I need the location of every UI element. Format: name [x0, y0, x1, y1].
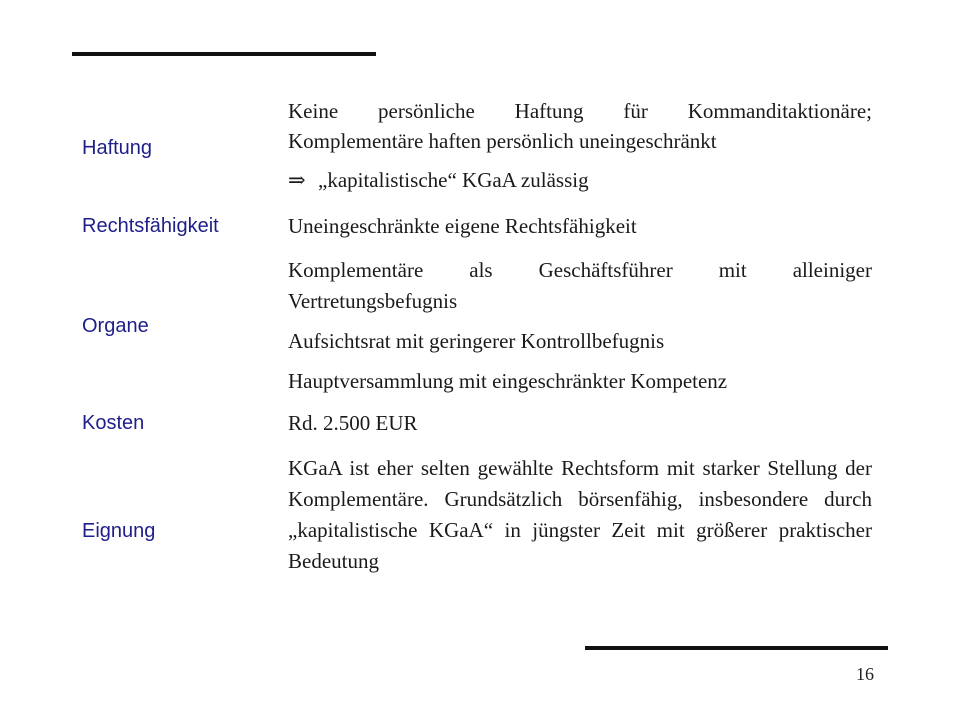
implies-arrow-icon: ⇒: [288, 168, 306, 192]
organe-item: Aufsichtsrat mit geringerer Kontrollbefugnis: [288, 329, 665, 353]
kosten-text: Rd. 2.500 EUR: [288, 411, 418, 435]
label-rechtsfaehigkeit: Rechtsfähigkeit: [82, 215, 219, 237]
label-eignung: Eignung: [82, 520, 156, 542]
haftung-consequence: [288, 166, 872, 194]
bottom-divider: [585, 646, 888, 650]
top-divider: [72, 52, 376, 56]
organe-item: Hauptversammlung mit eingeschränkter Kompetenz: [288, 369, 728, 393]
haftung-text: Keine persönliche Haftung für Kommanditaktionäre; Komplementäre haften persönlich uneingeschränkt: [288, 99, 872, 153]
label-haftung: Haftung: [82, 137, 153, 159]
page-number: 16: [856, 664, 874, 684]
label-organe: Organe: [82, 315, 149, 337]
label-kosten: Kosten: [82, 412, 145, 434]
eignung-text: KGaA ist eher selten gewählte Rechtsform mit starker Stellung der Komplementäre. Grundsätzlich börsenfähig, insbesondere durch „kapitalistische KGaA“ in jüngster Zeit mit größerer praktischer Bedeutung: [288, 456, 872, 573]
organe-item: Komplementäre als Geschäftsführer mit alleiniger Vertretungsbefugnis: [288, 258, 872, 313]
haftung-consequence-text: „kapitalistische“ KGaA zulässig: [318, 168, 589, 192]
rechtsfaehigkeit-text: Uneingeschränkte eigene Rechtsfähigkeit: [288, 214, 637, 238]
